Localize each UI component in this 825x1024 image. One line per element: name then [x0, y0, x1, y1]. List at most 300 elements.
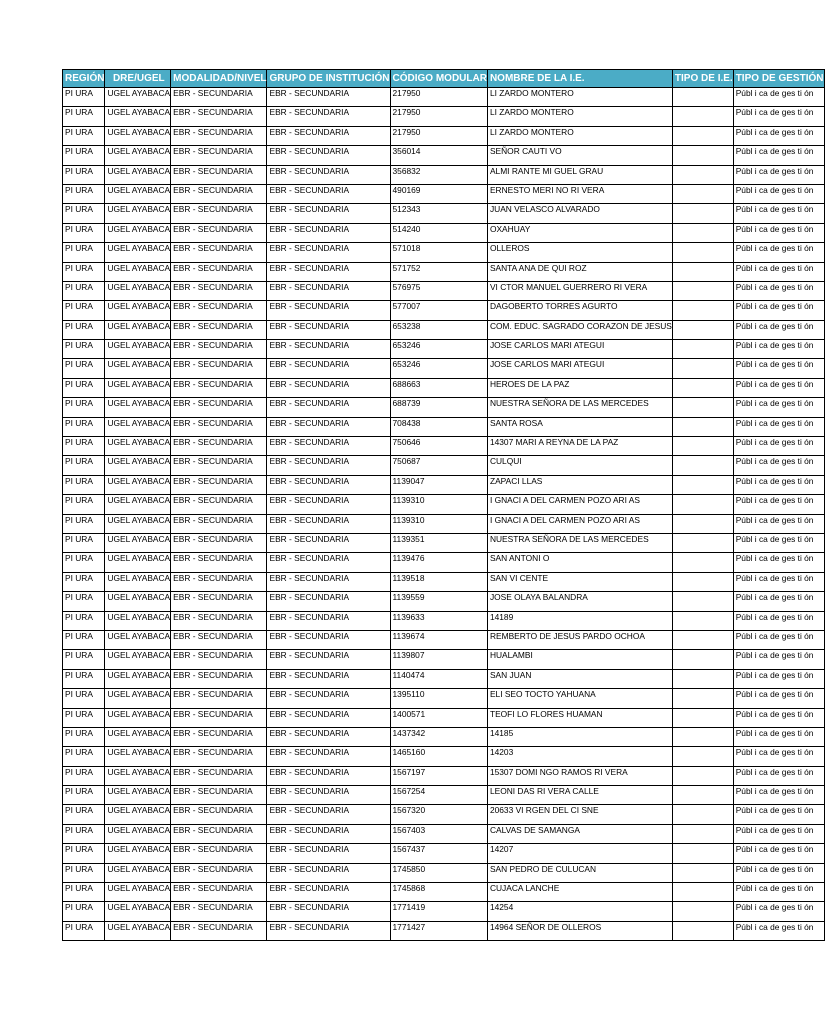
cell-codigo-modular[interactable]: 1465160	[390, 747, 487, 766]
cell-dre-ugel[interactable]: UGEL AYABACA	[105, 727, 171, 746]
cell-nombre-ie[interactable]: SAN ANTONI O	[487, 553, 672, 572]
cell-codigo-modular[interactable]: 1140474	[390, 669, 487, 688]
cell-modalidad[interactable]: EBR - SECUNDARIA	[171, 902, 267, 921]
cell-tipo-gestion[interactable]: Públ i ca de ges ti ón	[733, 786, 824, 805]
cell-tipo-gestion[interactable]: Públ i ca de ges ti ón	[733, 747, 824, 766]
cell-region[interactable]: PI URA	[63, 883, 105, 902]
cell-tipo-ie[interactable]	[672, 921, 733, 940]
cell-tipo-gestion[interactable]: Públ i ca de ges ti ón	[733, 223, 824, 242]
cell-dre-ugel[interactable]: UGEL AYABACA	[105, 514, 171, 533]
cell-tipo-ie[interactable]	[672, 417, 733, 436]
cell-region[interactable]: PI URA	[63, 669, 105, 688]
cell-grupo[interactable]: EBR - SECUNDARIA	[267, 378, 390, 397]
cell-tipo-ie[interactable]	[672, 708, 733, 727]
cell-modalidad[interactable]: EBR - SECUNDARIA	[171, 630, 267, 649]
cell-modalidad[interactable]: EBR - SECUNDARIA	[171, 204, 267, 223]
cell-tipo-ie[interactable]	[672, 340, 733, 359]
cell-grupo[interactable]: EBR - SECUNDARIA	[267, 766, 390, 785]
cell-nombre-ie[interactable]: REMBERTO DE JESUS PARDO OCHOA	[487, 630, 672, 649]
cell-codigo-modular[interactable]: 1437342	[390, 727, 487, 746]
cell-region[interactable]: PI URA	[63, 262, 105, 281]
cell-nombre-ie[interactable]: CUJACA LANCHE	[487, 883, 672, 902]
cell-grupo[interactable]: EBR - SECUNDARIA	[267, 146, 390, 165]
cell-modalidad[interactable]: EBR - SECUNDARIA	[171, 262, 267, 281]
cell-dre-ugel[interactable]: UGEL AYABACA	[105, 417, 171, 436]
cell-nombre-ie[interactable]: 14254	[487, 902, 672, 921]
cell-grupo[interactable]: EBR - SECUNDARIA	[267, 650, 390, 669]
cell-modalidad[interactable]: EBR - SECUNDARIA	[171, 340, 267, 359]
cell-tipo-gestion[interactable]: Públ i ca de ges ti ón	[733, 533, 824, 552]
cell-nombre-ie[interactable]: LI ZARDO MONTERO	[487, 126, 672, 145]
cell-codigo-modular[interactable]: 1139518	[390, 572, 487, 591]
cell-modalidad[interactable]: EBR - SECUNDARIA	[171, 126, 267, 145]
cell-dre-ugel[interactable]: UGEL AYABACA	[105, 262, 171, 281]
cell-dre-ugel[interactable]: UGEL AYABACA	[105, 165, 171, 184]
cell-nombre-ie[interactable]: TEOFI LO FLORES HUAMAN	[487, 708, 672, 727]
cell-codigo-modular[interactable]: 571018	[390, 243, 487, 262]
cell-region[interactable]: PI URA	[63, 805, 105, 824]
cell-codigo-modular[interactable]: 750687	[390, 456, 487, 475]
cell-grupo[interactable]: EBR - SECUNDARIA	[267, 805, 390, 824]
cell-tipo-gestion[interactable]: Públ i ca de ges ti ón	[733, 475, 824, 494]
cell-region[interactable]: PI URA	[63, 281, 105, 300]
cell-tipo-gestion[interactable]: Públ i ca de ges ti ón	[733, 165, 824, 184]
cell-region[interactable]: PI URA	[63, 844, 105, 863]
cell-tipo-ie[interactable]	[672, 184, 733, 203]
cell-grupo[interactable]: EBR - SECUNDARIA	[267, 514, 390, 533]
cell-tipo-ie[interactable]	[672, 495, 733, 514]
cell-tipo-gestion[interactable]: Públ i ca de ges ti ón	[733, 689, 824, 708]
cell-dre-ugel[interactable]: UGEL AYABACA	[105, 243, 171, 262]
cell-codigo-modular[interactable]: 1400571	[390, 708, 487, 727]
cell-region[interactable]: PI URA	[63, 514, 105, 533]
cell-dre-ugel[interactable]: UGEL AYABACA	[105, 495, 171, 514]
cell-modalidad[interactable]: EBR - SECUNDARIA	[171, 747, 267, 766]
cell-modalidad[interactable]: EBR - SECUNDARIA	[171, 689, 267, 708]
cell-codigo-modular[interactable]: 1567320	[390, 805, 487, 824]
cell-grupo[interactable]: EBR - SECUNDARIA	[267, 572, 390, 591]
cell-region[interactable]: PI URA	[63, 456, 105, 475]
cell-grupo[interactable]: EBR - SECUNDARIA	[267, 592, 390, 611]
cell-tipo-ie[interactable]	[672, 786, 733, 805]
cell-nombre-ie[interactable]: JOSE CARLOS MARI ATEGUI	[487, 359, 672, 378]
cell-tipo-gestion[interactable]: Públ i ca de ges ti ón	[733, 417, 824, 436]
cell-grupo[interactable]: EBR - SECUNDARIA	[267, 883, 390, 902]
cell-tipo-gestion[interactable]: Públ i ca de ges ti ón	[733, 495, 824, 514]
cell-grupo[interactable]: EBR - SECUNDARIA	[267, 456, 390, 475]
cell-modalidad[interactable]: EBR - SECUNDARIA	[171, 844, 267, 863]
cell-modalidad[interactable]: EBR - SECUNDARIA	[171, 727, 267, 746]
cell-codigo-modular[interactable]: 217950	[390, 88, 487, 107]
cell-nombre-ie[interactable]: COM. EDUC. SAGRADO CORAZON DE JESUS	[487, 320, 672, 339]
cell-region[interactable]: PI URA	[63, 786, 105, 805]
cell-nombre-ie[interactable]: 14964 SEÑOR DE OLLEROS	[487, 921, 672, 940]
cell-nombre-ie[interactable]: I GNACI A DEL CARMEN POZO ARI AS	[487, 514, 672, 533]
cell-tipo-ie[interactable]	[672, 824, 733, 843]
cell-dre-ugel[interactable]: UGEL AYABACA	[105, 747, 171, 766]
cell-region[interactable]: PI URA	[63, 902, 105, 921]
cell-region[interactable]: PI URA	[63, 689, 105, 708]
cell-dre-ugel[interactable]: UGEL AYABACA	[105, 883, 171, 902]
cell-grupo[interactable]: EBR - SECUNDARIA	[267, 320, 390, 339]
cell-region[interactable]: PI URA	[63, 301, 105, 320]
cell-grupo[interactable]: EBR - SECUNDARIA	[267, 786, 390, 805]
cell-region[interactable]: PI URA	[63, 398, 105, 417]
cell-tipo-gestion[interactable]: Públ i ca de ges ti ón	[733, 378, 824, 397]
cell-grupo[interactable]: EBR - SECUNDARIA	[267, 359, 390, 378]
cell-dre-ugel[interactable]: UGEL AYABACA	[105, 611, 171, 630]
cell-grupo[interactable]: EBR - SECUNDARIA	[267, 533, 390, 552]
cell-codigo-modular[interactable]: 653246	[390, 359, 487, 378]
cell-tipo-ie[interactable]	[672, 146, 733, 165]
cell-grupo[interactable]: EBR - SECUNDARIA	[267, 126, 390, 145]
cell-tipo-ie[interactable]	[672, 863, 733, 882]
cell-tipo-gestion[interactable]: Públ i ca de ges ti ón	[733, 572, 824, 591]
cell-region[interactable]: PI URA	[63, 553, 105, 572]
cell-codigo-modular[interactable]: 1771419	[390, 902, 487, 921]
cell-nombre-ie[interactable]: ZAPACI LLAS	[487, 475, 672, 494]
cell-nombre-ie[interactable]: SEÑOR CAUTI VO	[487, 146, 672, 165]
cell-grupo[interactable]: EBR - SECUNDARIA	[267, 630, 390, 649]
cell-nombre-ie[interactable]: VI CTOR MANUEL GUERRERO RI VERA	[487, 281, 672, 300]
cell-codigo-modular[interactable]: 576975	[390, 281, 487, 300]
cell-tipo-ie[interactable]	[672, 398, 733, 417]
cell-tipo-ie[interactable]	[672, 243, 733, 262]
cell-tipo-gestion[interactable]: Públ i ca de ges ti ón	[733, 883, 824, 902]
cell-tipo-gestion[interactable]: Públ i ca de ges ti ón	[733, 727, 824, 746]
cell-grupo[interactable]: EBR - SECUNDARIA	[267, 689, 390, 708]
cell-modalidad[interactable]: EBR - SECUNDARIA	[171, 320, 267, 339]
cell-tipo-ie[interactable]	[672, 883, 733, 902]
cell-modalidad[interactable]: EBR - SECUNDARIA	[171, 281, 267, 300]
cell-codigo-modular[interactable]: 688663	[390, 378, 487, 397]
cell-codigo-modular[interactable]: 1139310	[390, 495, 487, 514]
cell-codigo-modular[interactable]: 1567437	[390, 844, 487, 863]
cell-grupo[interactable]: EBR - SECUNDARIA	[267, 165, 390, 184]
cell-tipo-ie[interactable]	[672, 514, 733, 533]
cell-modalidad[interactable]: EBR - SECUNDARIA	[171, 165, 267, 184]
cell-tipo-gestion[interactable]: Públ i ca de ges ti ón	[733, 320, 824, 339]
cell-modalidad[interactable]: EBR - SECUNDARIA	[171, 378, 267, 397]
cell-dre-ugel[interactable]: UGEL AYABACA	[105, 301, 171, 320]
cell-dre-ugel[interactable]: UGEL AYABACA	[105, 320, 171, 339]
cell-dre-ugel[interactable]: UGEL AYABACA	[105, 146, 171, 165]
cell-modalidad[interactable]: EBR - SECUNDARIA	[171, 824, 267, 843]
cell-codigo-modular[interactable]: 653238	[390, 320, 487, 339]
cell-tipo-ie[interactable]	[672, 475, 733, 494]
cell-nombre-ie[interactable]: SANTA ANA DE QUI ROZ	[487, 262, 672, 281]
cell-tipo-ie[interactable]	[672, 592, 733, 611]
cell-tipo-ie[interactable]	[672, 301, 733, 320]
cell-region[interactable]: PI URA	[63, 611, 105, 630]
cell-modalidad[interactable]: EBR - SECUNDARIA	[171, 533, 267, 552]
cell-region[interactable]: PI URA	[63, 184, 105, 203]
cell-codigo-modular[interactable]: 1567197	[390, 766, 487, 785]
cell-modalidad[interactable]: EBR - SECUNDARIA	[171, 553, 267, 572]
cell-dre-ugel[interactable]: UGEL AYABACA	[105, 786, 171, 805]
cell-region[interactable]: PI URA	[63, 533, 105, 552]
cell-dre-ugel[interactable]: UGEL AYABACA	[105, 107, 171, 126]
cell-tipo-ie[interactable]	[672, 378, 733, 397]
cell-modalidad[interactable]: EBR - SECUNDARIA	[171, 107, 267, 126]
cell-grupo[interactable]: EBR - SECUNDARIA	[267, 204, 390, 223]
cell-tipo-ie[interactable]	[672, 262, 733, 281]
cell-modalidad[interactable]: EBR - SECUNDARIA	[171, 88, 267, 107]
cell-nombre-ie[interactable]: ELI SEO TOCTO YAHUANA	[487, 689, 672, 708]
cell-region[interactable]: PI URA	[63, 378, 105, 397]
cell-tipo-ie[interactable]	[672, 88, 733, 107]
cell-region[interactable]: PI URA	[63, 126, 105, 145]
cell-tipo-gestion[interactable]: Públ i ca de ges ti ón	[733, 592, 824, 611]
cell-tipo-gestion[interactable]: Públ i ca de ges ti ón	[733, 146, 824, 165]
cell-codigo-modular[interactable]: 512343	[390, 204, 487, 223]
cell-codigo-modular[interactable]: 577007	[390, 301, 487, 320]
cell-tipo-ie[interactable]	[672, 630, 733, 649]
cell-grupo[interactable]: EBR - SECUNDARIA	[267, 727, 390, 746]
cell-tipo-ie[interactable]	[672, 456, 733, 475]
cell-codigo-modular[interactable]: 356832	[390, 165, 487, 184]
cell-tipo-ie[interactable]	[672, 805, 733, 824]
cell-tipo-ie[interactable]	[672, 553, 733, 572]
cell-grupo[interactable]: EBR - SECUNDARIA	[267, 708, 390, 727]
cell-modalidad[interactable]: EBR - SECUNDARIA	[171, 883, 267, 902]
cell-dre-ugel[interactable]: UGEL AYABACA	[105, 475, 171, 494]
cell-grupo[interactable]: EBR - SECUNDARIA	[267, 398, 390, 417]
cell-tipo-gestion[interactable]: Públ i ca de ges ti ón	[733, 88, 824, 107]
cell-tipo-gestion[interactable]: Públ i ca de ges ti ón	[733, 301, 824, 320]
cell-tipo-gestion[interactable]: Públ i ca de ges ti ón	[733, 902, 824, 921]
cell-nombre-ie[interactable]: JOSE OLAYA BALANDRA	[487, 592, 672, 611]
cell-tipo-ie[interactable]	[672, 844, 733, 863]
cell-codigo-modular[interactable]: 708438	[390, 417, 487, 436]
cell-grupo[interactable]: EBR - SECUNDARIA	[267, 107, 390, 126]
cell-codigo-modular[interactable]: 1139559	[390, 592, 487, 611]
cell-dre-ugel[interactable]: UGEL AYABACA	[105, 456, 171, 475]
cell-dre-ugel[interactable]: UGEL AYABACA	[105, 805, 171, 824]
cell-tipo-ie[interactable]	[672, 902, 733, 921]
cell-tipo-ie[interactable]	[672, 126, 733, 145]
cell-dre-ugel[interactable]: UGEL AYABACA	[105, 553, 171, 572]
cell-grupo[interactable]: EBR - SECUNDARIA	[267, 281, 390, 300]
cell-tipo-gestion[interactable]: Públ i ca de ges ti ón	[733, 243, 824, 262]
cell-modalidad[interactable]: EBR - SECUNDARIA	[171, 611, 267, 630]
cell-dre-ugel[interactable]: UGEL AYABACA	[105, 88, 171, 107]
cell-modalidad[interactable]: EBR - SECUNDARIA	[171, 417, 267, 436]
cell-region[interactable]: PI URA	[63, 107, 105, 126]
cell-tipo-ie[interactable]	[672, 747, 733, 766]
cell-codigo-modular[interactable]: 217950	[390, 126, 487, 145]
cell-dre-ugel[interactable]: UGEL AYABACA	[105, 223, 171, 242]
cell-region[interactable]: PI URA	[63, 708, 105, 727]
cell-nombre-ie[interactable]: NUESTRA SEÑORA DE LAS MERCEDES	[487, 533, 672, 552]
cell-tipo-gestion[interactable]: Públ i ca de ges ti ón	[733, 184, 824, 203]
cell-region[interactable]: PI URA	[63, 146, 105, 165]
cell-codigo-modular[interactable]: 688739	[390, 398, 487, 417]
cell-tipo-gestion[interactable]: Públ i ca de ges ti ón	[733, 611, 824, 630]
cell-tipo-gestion[interactable]: Públ i ca de ges ti ón	[733, 650, 824, 669]
cell-region[interactable]: PI URA	[63, 747, 105, 766]
cell-modalidad[interactable]: EBR - SECUNDARIA	[171, 437, 267, 456]
cell-region[interactable]: PI URA	[63, 437, 105, 456]
cell-nombre-ie[interactable]: LI ZARDO MONTERO	[487, 107, 672, 126]
cell-tipo-gestion[interactable]: Públ i ca de ges ti ón	[733, 204, 824, 223]
cell-modalidad[interactable]: EBR - SECUNDARIA	[171, 786, 267, 805]
cell-nombre-ie[interactable]: SAN VI CENTE	[487, 572, 672, 591]
cell-tipo-ie[interactable]	[672, 107, 733, 126]
cell-region[interactable]: PI URA	[63, 572, 105, 591]
cell-modalidad[interactable]: EBR - SECUNDARIA	[171, 863, 267, 882]
cell-region[interactable]: PI URA	[63, 630, 105, 649]
cell-region[interactable]: PI URA	[63, 495, 105, 514]
cell-modalidad[interactable]: EBR - SECUNDARIA	[171, 475, 267, 494]
cell-grupo[interactable]: EBR - SECUNDARIA	[267, 824, 390, 843]
cell-nombre-ie[interactable]: OLLEROS	[487, 243, 672, 262]
cell-tipo-ie[interactable]	[672, 437, 733, 456]
cell-codigo-modular[interactable]: 490169	[390, 184, 487, 203]
cell-region[interactable]: PI URA	[63, 727, 105, 746]
cell-grupo[interactable]: EBR - SECUNDARIA	[267, 844, 390, 863]
cell-region[interactable]: PI URA	[63, 863, 105, 882]
cell-tipo-gestion[interactable]: Públ i ca de ges ti ón	[733, 805, 824, 824]
cell-dre-ugel[interactable]: UGEL AYABACA	[105, 437, 171, 456]
cell-dre-ugel[interactable]: UGEL AYABACA	[105, 630, 171, 649]
cell-grupo[interactable]: EBR - SECUNDARIA	[267, 340, 390, 359]
cell-nombre-ie[interactable]: LI ZARDO MONTERO	[487, 88, 672, 107]
cell-nombre-ie[interactable]: I GNACI A DEL CARMEN POZO ARI AS	[487, 495, 672, 514]
cell-nombre-ie[interactable]: CALVAS DE SAMANGA	[487, 824, 672, 843]
cell-dre-ugel[interactable]: UGEL AYABACA	[105, 378, 171, 397]
cell-tipo-ie[interactable]	[672, 650, 733, 669]
cell-region[interactable]: PI URA	[63, 824, 105, 843]
cell-nombre-ie[interactable]: ALMI RANTE MI GUEL GRAU	[487, 165, 672, 184]
cell-tipo-gestion[interactable]: Públ i ca de ges ti ón	[733, 514, 824, 533]
cell-grupo[interactable]: EBR - SECUNDARIA	[267, 495, 390, 514]
cell-codigo-modular[interactable]: 653246	[390, 340, 487, 359]
cell-modalidad[interactable]: EBR - SECUNDARIA	[171, 398, 267, 417]
cell-grupo[interactable]: EBR - SECUNDARIA	[267, 88, 390, 107]
cell-tipo-gestion[interactable]: Públ i ca de ges ti ón	[733, 921, 824, 940]
cell-dre-ugel[interactable]: UGEL AYABACA	[105, 184, 171, 203]
cell-codigo-modular[interactable]: 1139674	[390, 630, 487, 649]
cell-nombre-ie[interactable]: 14185	[487, 727, 672, 746]
cell-nombre-ie[interactable]: 15307 DOMI NGO RAMOS RI VERA	[487, 766, 672, 785]
cell-codigo-modular[interactable]: 750646	[390, 437, 487, 456]
cell-tipo-ie[interactable]	[672, 572, 733, 591]
cell-codigo-modular[interactable]: 1139047	[390, 475, 487, 494]
cell-tipo-gestion[interactable]: Públ i ca de ges ti ón	[733, 553, 824, 572]
cell-dre-ugel[interactable]: UGEL AYABACA	[105, 126, 171, 145]
cell-dre-ugel[interactable]: UGEL AYABACA	[105, 689, 171, 708]
cell-dre-ugel[interactable]: UGEL AYABACA	[105, 359, 171, 378]
cell-tipo-gestion[interactable]: Públ i ca de ges ti ón	[733, 340, 824, 359]
cell-dre-ugel[interactable]: UGEL AYABACA	[105, 281, 171, 300]
cell-codigo-modular[interactable]: 1745868	[390, 883, 487, 902]
cell-grupo[interactable]: EBR - SECUNDARIA	[267, 437, 390, 456]
cell-region[interactable]: PI URA	[63, 359, 105, 378]
cell-modalidad[interactable]: EBR - SECUNDARIA	[171, 650, 267, 669]
cell-grupo[interactable]: EBR - SECUNDARIA	[267, 223, 390, 242]
cell-dre-ugel[interactable]: UGEL AYABACA	[105, 863, 171, 882]
cell-region[interactable]: PI URA	[63, 204, 105, 223]
cell-grupo[interactable]: EBR - SECUNDARIA	[267, 475, 390, 494]
cell-codigo-modular[interactable]: 356014	[390, 146, 487, 165]
cell-tipo-gestion[interactable]: Públ i ca de ges ti ón	[733, 766, 824, 785]
cell-nombre-ie[interactable]: HUALAMBI	[487, 650, 672, 669]
cell-codigo-modular[interactable]: 1745850	[390, 863, 487, 882]
cell-tipo-gestion[interactable]: Públ i ca de ges ti ón	[733, 844, 824, 863]
cell-tipo-gestion[interactable]: Públ i ca de ges ti ón	[733, 107, 824, 126]
cell-region[interactable]: PI URA	[63, 417, 105, 436]
cell-modalidad[interactable]: EBR - SECUNDARIA	[171, 921, 267, 940]
cell-region[interactable]: PI URA	[63, 243, 105, 262]
cell-grupo[interactable]: EBR - SECUNDARIA	[267, 417, 390, 436]
cell-codigo-modular[interactable]: 1567403	[390, 824, 487, 843]
cell-tipo-gestion[interactable]: Públ i ca de ges ti ón	[733, 863, 824, 882]
cell-nombre-ie[interactable]: 14189	[487, 611, 672, 630]
cell-modalidad[interactable]: EBR - SECUNDARIA	[171, 669, 267, 688]
cell-tipo-gestion[interactable]: Públ i ca de ges ti ón	[733, 456, 824, 475]
cell-codigo-modular[interactable]: 1139633	[390, 611, 487, 630]
cell-nombre-ie[interactable]: 14307 MARI A REYNA DE LA PAZ	[487, 437, 672, 456]
cell-grupo[interactable]: EBR - SECUNDARIA	[267, 262, 390, 281]
cell-tipo-gestion[interactable]: Públ i ca de ges ti ón	[733, 359, 824, 378]
cell-tipo-ie[interactable]	[672, 689, 733, 708]
cell-modalidad[interactable]: EBR - SECUNDARIA	[171, 592, 267, 611]
cell-region[interactable]: PI URA	[63, 340, 105, 359]
cell-region[interactable]: PI URA	[63, 650, 105, 669]
cell-grupo[interactable]: EBR - SECUNDARIA	[267, 863, 390, 882]
cell-dre-ugel[interactable]: UGEL AYABACA	[105, 204, 171, 223]
cell-grupo[interactable]: EBR - SECUNDARIA	[267, 921, 390, 940]
cell-nombre-ie[interactable]: SAN JUAN	[487, 669, 672, 688]
cell-grupo[interactable]: EBR - SECUNDARIA	[267, 902, 390, 921]
cell-grupo[interactable]: EBR - SECUNDARIA	[267, 184, 390, 203]
cell-region[interactable]: PI URA	[63, 165, 105, 184]
cell-nombre-ie[interactable]: JOSE CARLOS MARI ATEGUI	[487, 340, 672, 359]
cell-tipo-ie[interactable]	[672, 223, 733, 242]
cell-dre-ugel[interactable]: UGEL AYABACA	[105, 844, 171, 863]
cell-modalidad[interactable]: EBR - SECUNDARIA	[171, 456, 267, 475]
cell-region[interactable]: PI URA	[63, 766, 105, 785]
cell-tipo-ie[interactable]	[672, 204, 733, 223]
cell-tipo-ie[interactable]	[672, 281, 733, 300]
cell-dre-ugel[interactable]: UGEL AYABACA	[105, 398, 171, 417]
cell-tipo-ie[interactable]	[672, 669, 733, 688]
cell-tipo-gestion[interactable]: Públ i ca de ges ti ón	[733, 398, 824, 417]
cell-dre-ugel[interactable]: UGEL AYABACA	[105, 340, 171, 359]
cell-dre-ugel[interactable]: UGEL AYABACA	[105, 592, 171, 611]
cell-tipo-ie[interactable]	[672, 165, 733, 184]
cell-tipo-gestion[interactable]: Públ i ca de ges ti ón	[733, 437, 824, 456]
cell-codigo-modular[interactable]: 571752	[390, 262, 487, 281]
cell-nombre-ie[interactable]: ERNESTO MERI NO RI VERA	[487, 184, 672, 203]
cell-dre-ugel[interactable]: UGEL AYABACA	[105, 708, 171, 727]
cell-modalidad[interactable]: EBR - SECUNDARIA	[171, 572, 267, 591]
cell-tipo-ie[interactable]	[672, 766, 733, 785]
cell-nombre-ie[interactable]: DAGOBERTO TORRES AGURTO	[487, 301, 672, 320]
cell-modalidad[interactable]: EBR - SECUNDARIA	[171, 514, 267, 533]
cell-tipo-gestion[interactable]: Públ i ca de ges ti ón	[733, 126, 824, 145]
cell-tipo-gestion[interactable]: Públ i ca de ges ti ón	[733, 824, 824, 843]
cell-codigo-modular[interactable]: 514240	[390, 223, 487, 242]
cell-nombre-ie[interactable]: JUAN VELASCO ALVARADO	[487, 204, 672, 223]
cell-nombre-ie[interactable]: OXAHUAY	[487, 223, 672, 242]
cell-region[interactable]: PI URA	[63, 475, 105, 494]
cell-grupo[interactable]: EBR - SECUNDARIA	[267, 747, 390, 766]
cell-modalidad[interactable]: EBR - SECUNDARIA	[171, 301, 267, 320]
cell-region[interactable]: PI URA	[63, 320, 105, 339]
cell-codigo-modular[interactable]: 1771427	[390, 921, 487, 940]
